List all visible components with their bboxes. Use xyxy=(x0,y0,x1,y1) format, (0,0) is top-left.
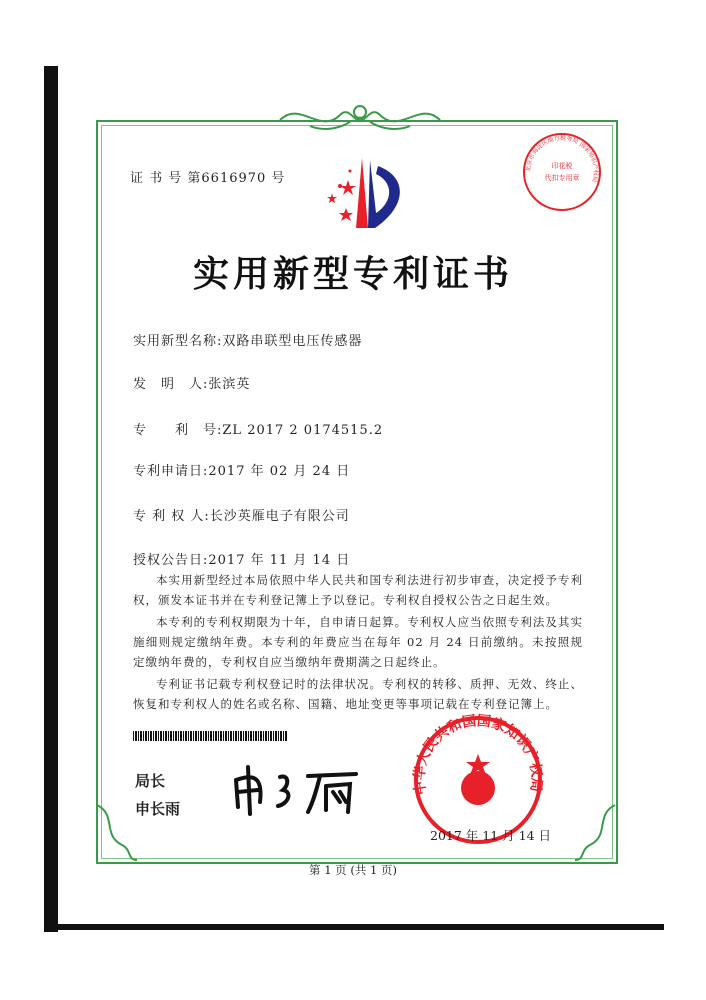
field-grant-date xyxy=(133,549,350,568)
issue-date: 2017 年 11 月 14 日 xyxy=(430,828,551,843)
field-value: 2017 年 11 月 14 日 xyxy=(208,553,351,568)
field-value: 张滨英 xyxy=(208,377,251,392)
field-value: ZL 2017 2 0174515.2 xyxy=(222,423,384,438)
tax-stamp xyxy=(520,130,604,214)
director-name: 申长雨 xyxy=(135,800,181,818)
tax-stamp-center1: 印花税 xyxy=(551,162,573,170)
tax-stamp-center2: 代扣专用章 xyxy=(544,174,580,182)
field-label: 授权公告日: xyxy=(133,553,209,568)
scan-edge-bottom xyxy=(44,924,664,930)
signature xyxy=(228,762,363,817)
field-name xyxy=(133,330,362,349)
field-patent-number xyxy=(133,419,383,438)
field-patentee xyxy=(133,505,350,524)
paragraph: 专利证书记载专利权登记时的法律状况。专利权的转移、质押、无效、终止、恢复和专利权人的姓名或名称、国籍、地址变更等事项记载在专利登记簿上。 xyxy=(133,677,583,711)
paragraph: 本专利的专利权期限为十年，自申请日起算。专利权人应当依照专利法及其实施细则规定缴纳年费。本专利的年费应当在每年 02 月 24 日前缴纳。未按照规定缴纳年费的，专利权自应当缴纳年费期满之日起终止。 xyxy=(133,615,583,669)
field-label: 实用新型名称: xyxy=(133,334,223,349)
field-label: 专 利 权 人: xyxy=(133,509,210,524)
seal-text: 中华人民共和国国家知识产权局 xyxy=(411,713,545,796)
field-value: 长沙英雁电子有限公司 xyxy=(209,509,350,524)
page-title: 实用新型专利证书 xyxy=(192,253,513,295)
corner-ornament-icon xyxy=(570,800,620,865)
scan-edge xyxy=(44,66,58,932)
field-label: 专 利 号: xyxy=(133,423,223,438)
director-title: 局长 xyxy=(135,772,166,790)
field-label: 专利申请日: xyxy=(133,464,209,479)
certificate-number: 证 书 号 第6616970 号 xyxy=(130,171,286,186)
field-value: 2017 年 02 月 24 日 xyxy=(208,464,351,479)
field-application-date xyxy=(133,460,350,479)
ornament-icon xyxy=(270,100,450,136)
paragraph: 本实用新型经过本局依照中华人民共和国专利法进行初步审查，决定授予专利权，颁发本证书并在专利登记簿上予以登记。专利权自授权公告之日起生效。 xyxy=(133,573,583,607)
cnipa-logo-icon xyxy=(310,158,410,230)
tax-stamp-ring: 北京市海淀区地方税务局 国家知识产权局 xyxy=(524,134,600,183)
field-value: 双路串联型电压传感器 xyxy=(222,334,363,349)
barcode xyxy=(133,731,288,741)
field-inventor xyxy=(133,373,250,392)
field-label: 发 明 人: xyxy=(133,377,209,392)
page-footer: 第 1 页 (共 1 页) xyxy=(309,863,397,877)
